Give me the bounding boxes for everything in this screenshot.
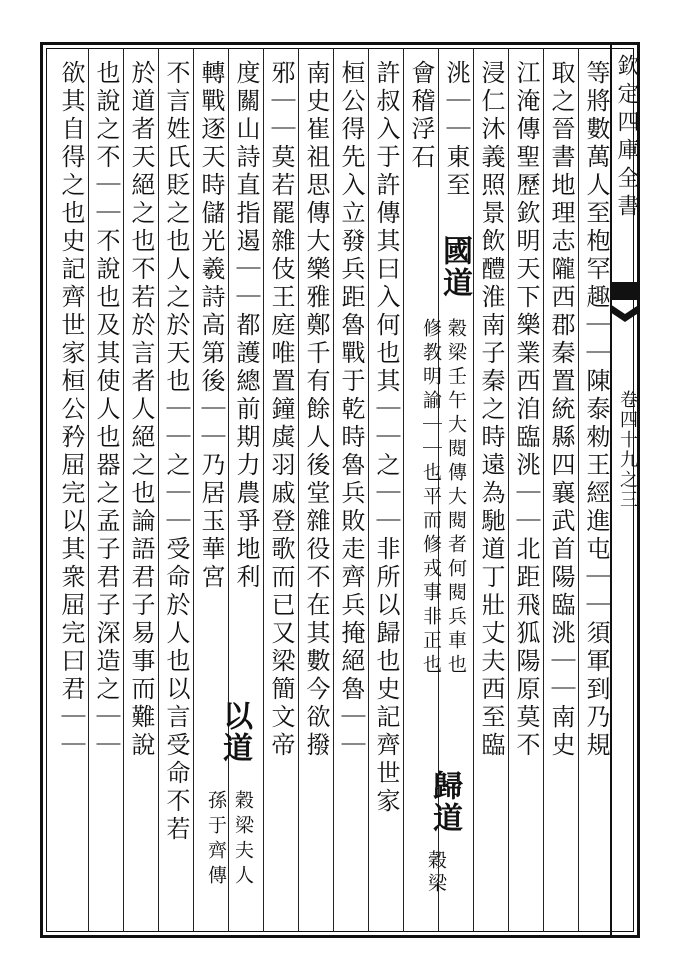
heading-guo-dao: 國道 <box>437 235 472 299</box>
fishtail-mark-icon <box>610 282 640 342</box>
collection-title: 欽定四庫全書 <box>614 54 639 222</box>
column-rule <box>368 48 369 932</box>
text-column: 南史崔祖思傳大樂雅鄭千有餘人後堂雜役不在其數今欲撥 <box>302 60 330 760</box>
note-yi-dao: 穀梁夫人 <box>232 790 254 890</box>
column-rule <box>578 48 579 932</box>
note-guo-dao-2: 修教明諭｜｜也平而修戎事非正也 <box>420 318 442 678</box>
column-rule <box>333 48 334 932</box>
column-rule <box>508 48 509 932</box>
text-column: 洮｜｜東至 <box>442 60 470 200</box>
text-column: 也說之不｜｜不說也及其使人也器之孟子君子深造之｜｜ <box>92 60 120 760</box>
column-rule <box>473 48 474 932</box>
heading-yi-dao: 以道 <box>217 700 252 764</box>
column-rule <box>298 48 299 932</box>
text-column: 取之晉書地理志隴西郡秦置統縣四襄武首陽臨洮｜｜南史 <box>547 60 575 760</box>
text-column: 桓公得先入立發兵距魯戰于乾時魯兵敗走齊兵掩絕魯｜｜ <box>337 60 365 760</box>
text-column: 欲其自得之也史記齊世家桓公矜屈完以其衆屈完曰君｜｜ <box>57 60 85 760</box>
column-rule <box>88 48 89 932</box>
text-column: 許叔入于許傳其曰入何也其｜｜之｜｜非所以歸也史記齊世家 <box>372 60 400 816</box>
text-column: 轉戰逐天時儲光羲詩高第後｜｜乃居玉華宮 <box>197 60 225 592</box>
text-column: 度關山詩直指遏｜｜都護總前期力農爭地利 <box>232 60 260 592</box>
column-rule <box>193 48 194 932</box>
note-yi-dao-2: 孫于齊傳 <box>205 790 227 890</box>
text-column: 於道者天絕之也不若於言者人絕之也論語君子易事而難說 <box>127 60 155 760</box>
volume-label: 卷四十九之三 <box>617 390 638 510</box>
column-rule <box>263 48 264 932</box>
column-rule <box>228 48 229 932</box>
text-column: 浸仁沐義照景飲醴淮南子秦之時遠為馳道丁壯丈夫西至臨 <box>477 60 505 760</box>
text-column: 江淹傳聖歷欽明天下樂業西洎臨洮｜｜北距飛狐陽原莫不 <box>512 60 540 760</box>
note-gui-dao: 穀梁 <box>425 850 447 896</box>
column-rule <box>543 48 544 932</box>
text-column: 會稽浮石 <box>407 60 435 172</box>
note-guo-dao: 穀梁壬午大閱傳大閱者何閱兵車也 <box>445 318 467 678</box>
column-rule <box>158 48 159 932</box>
heading-gui-dao: 歸道 <box>427 770 462 834</box>
text-column: 等將數萬人至枹罕趣｜｜陳泰勑王經進屯｜｜須軍到乃規 <box>582 60 610 760</box>
column-rule <box>403 48 404 932</box>
text-column: 邪｜｜莫若罷雜伎王庭唯置鐘虡羽戚登歌而已又梁簡文帝 <box>267 60 295 760</box>
column-rule <box>123 48 124 932</box>
text-column: 不言姓氏貶之也人之於天也｜｜之｜｜受命於人也以言受命不若 <box>162 60 190 844</box>
